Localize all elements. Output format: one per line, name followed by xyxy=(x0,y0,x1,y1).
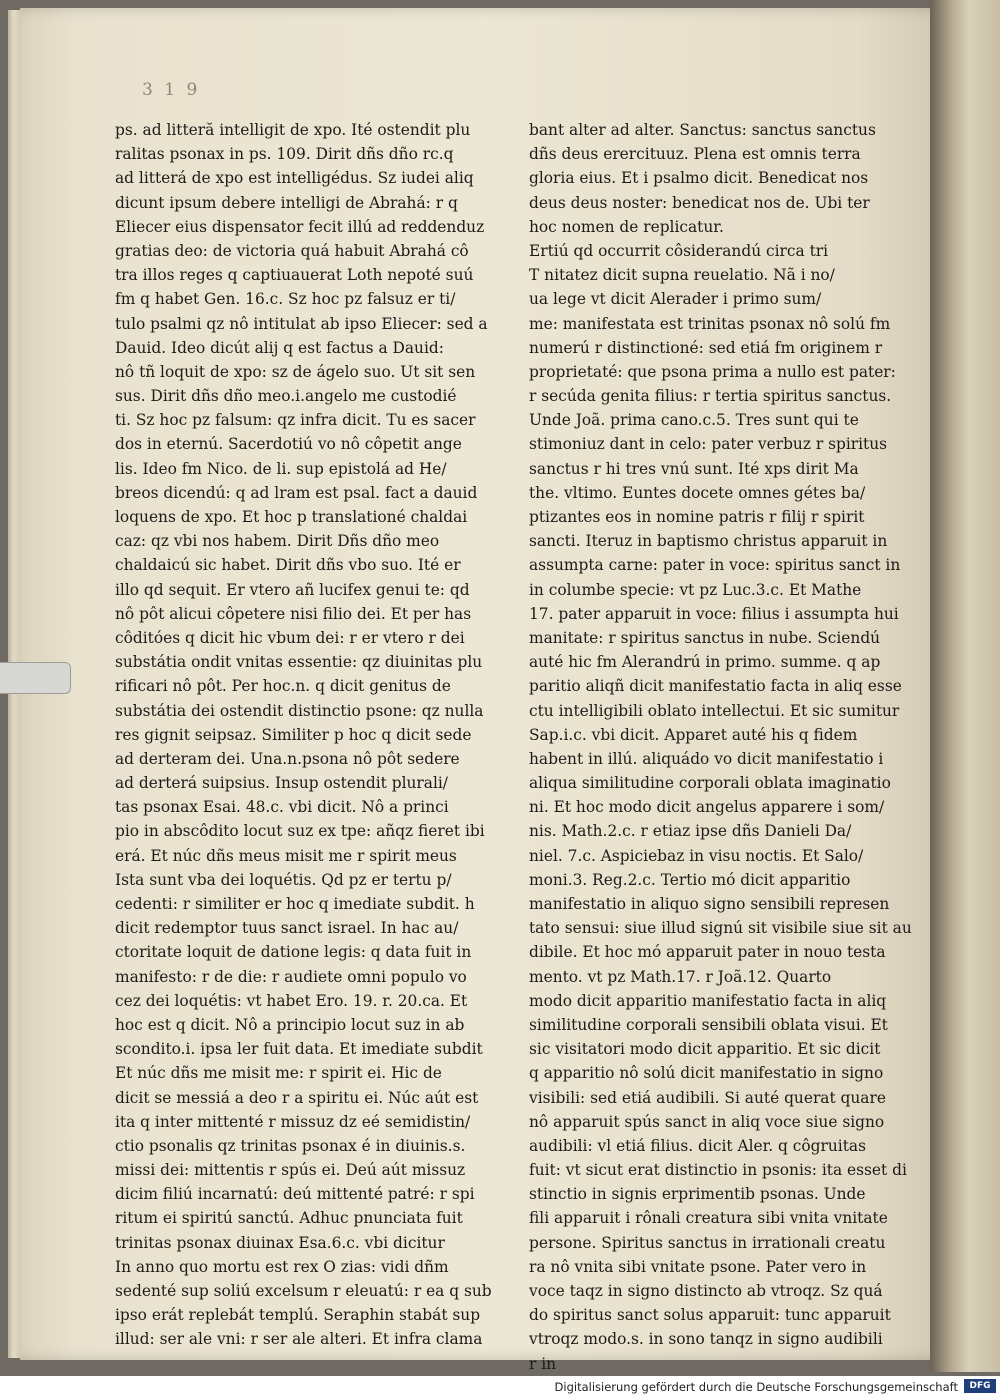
text-line: Sap.i.c. vbi dicit. Apparet auté his q fidem xyxy=(529,725,858,744)
text-line: lis. Ideo fm Nico. de li. sup epistolá ad He/ xyxy=(115,459,447,478)
text-line: habent in illú. aliquádo vo dicit manifestatio i xyxy=(529,749,884,768)
text-line: assumpta carne: pater in voce: spiritus sanct in xyxy=(529,556,901,575)
text-line: voce taqz in signo distincto ab vtroqz. Sz quá xyxy=(529,1282,883,1300)
text-line: rificari nô pôt. Per hoc.n. q dicit genitus de xyxy=(115,677,451,696)
text-line: Dauid. Ideo dicút alij q est factus a Dauid: xyxy=(115,338,444,357)
text-line: mento. vt pz Math.17. r Joã.12. Quarto xyxy=(529,967,832,986)
text-line: Ista sunt vba dei loquétis. Qd pz er tertu p/ xyxy=(115,870,452,889)
text-line: sancti. Iteruz in baptismo christus apparuit in xyxy=(529,532,888,551)
text-line: fm q habet Gen. 16.c. Sz hoc pz falsuz er ti/ xyxy=(115,290,456,309)
text-line: the. vltimo. Euntes docete omnes gétes ba/ xyxy=(529,483,866,502)
text-line: dicit se messiá a deo r a spiritu ei. Núc aút est xyxy=(115,1088,479,1107)
text-line: substátia dei ostendit distinctio psone: qz nulla xyxy=(115,701,484,720)
text-line: sanctus r hi tres vnú sunt. Ité xps dirit Ma xyxy=(529,459,859,478)
text-line: erá. Et núc dñs meus misit me r spirit meus xyxy=(115,846,457,865)
text-line: chaldaicú sic habet. Dirit dñs vbo suo. Ité er xyxy=(115,556,461,575)
text-line: dicunt ipsum debere intelligi de Abrahá: r q xyxy=(115,193,458,212)
text-line: niel. 7.c. Aspiciebaz in visu noctis. Et Salo/ xyxy=(529,846,864,865)
text-line: manifesto: r de die: r audiete omni populo vo xyxy=(115,967,467,986)
text-line: in columbe specie: vt pz Luc.3.c. Et Mathe xyxy=(529,580,862,599)
text-line: aliqua similitudine corporali oblata imaginatio xyxy=(529,774,891,793)
text-line: nô apparuit spús sanct in aliq voce siue signo xyxy=(529,1112,885,1131)
text-line: ipso erát replebát templú. Seraphin stabát sup xyxy=(115,1306,481,1325)
text-line: r in xyxy=(529,1354,557,1373)
text-line: ad derteram dei. Una.n.psona nô pôt sedere xyxy=(115,749,460,768)
digitization-credit: Digitalisierung gefördert durch die Deutsche Forschungsgemeinschaft xyxy=(554,1380,958,1394)
text-line: cedenti: r similiter er hoc q imediate subdit. h xyxy=(115,895,475,913)
text-line: ni. Et hoc modo dicit angelus apparere i som/ xyxy=(529,798,885,817)
text-line: missi dei: mittentis r spús ei. Deú aút missuz xyxy=(115,1161,466,1180)
text-line: modo dicit apparitio manifestatio facta in aliq xyxy=(529,991,887,1010)
text-line: ralitas psonax in ps. 109. Dirit dñs dño rc.q xyxy=(115,145,454,164)
text-line: manitate: r spiritus sanctus in nube. Sciendú xyxy=(529,628,881,647)
text-line: substátia ondit vnitas essentie: qz diuinitas plu xyxy=(115,653,483,672)
text-line: hoc est q dicit. Nô a principio locut suz in ab xyxy=(115,1015,465,1034)
text-line: nis. Math.2.c. r etiaz ipse dñs Danieli Da/ xyxy=(529,822,852,841)
text-line: illud: ser ale vni: r ser ale alteri. Et infra clama xyxy=(115,1330,483,1349)
text-line: trinitas psonax diuinax Esa.6.c. vbi dicitur xyxy=(115,1233,445,1252)
text-line: scondito.i. ipsa ler fuit data. Et imediate subdit xyxy=(115,1040,483,1059)
text-line: cez dei loquétis: vt habet Ero. 19. r. 20.ca. Et xyxy=(115,991,468,1010)
text-line: Ertiú qd occurrit côsiderandú circa tri xyxy=(529,241,829,260)
text-line: stinctio in signis erprimentib psonas. Unde xyxy=(529,1185,866,1204)
text-line: persone. Spiritus sanctus in irrationali creatu xyxy=(529,1233,886,1252)
dfg-logo: DFG xyxy=(964,1379,996,1393)
text-line: sic visitatori modo dicit apparitio. Et sic dicit xyxy=(529,1040,881,1059)
text-line: deus deus noster: benedicat nos de. Ubi ter xyxy=(529,193,870,212)
text-line: sedenté sup soliú excelsum r eleuatú: r ea q sub xyxy=(115,1282,492,1300)
text-line: tas psonax Esai. 48.c. vbi dicit. Nô a princi xyxy=(115,798,449,817)
text-line: do spiritus sanct solus apparuit: tunc apparuit xyxy=(529,1306,891,1325)
text-line: nô pôt alicui côpetere nisi filio dei. Et per has xyxy=(115,604,472,623)
text-line: stimoniuz dant in celo: pater verbuz r spiritus xyxy=(529,435,888,454)
text-line: ad derterá suipsius. Insup ostendit plurali/ xyxy=(115,774,448,793)
text-line: ra nô vnita sibi vnitate psone. Pater vero in xyxy=(529,1257,867,1276)
page-clip-marker xyxy=(0,662,71,694)
text-line: res gignit seipsaz. Similiter p hoc q dicit sede xyxy=(115,725,472,744)
text-line: ti. Sz hoc pz falsum: qz infra dicit. Tu es sacer xyxy=(115,411,476,430)
text-line: fuit: vt sicut erat distinctio in psonis: ita esset di xyxy=(529,1161,907,1180)
text-line: fili apparuit i rônali creatura sibi vnita vnitate xyxy=(529,1209,888,1228)
text-line: dicit redemptor tuus sanct israel. In hac au/ xyxy=(115,919,459,938)
text-line: In anno quo mortu est rex O zias: vidi dñm xyxy=(115,1257,449,1276)
text-line: moni.3. Reg.2.c. Tertio mó dicit apparitio xyxy=(529,870,851,889)
text-line: loquens de xpo. Et hoc p translationé chaldai xyxy=(115,508,468,526)
text-line: ita q inter mittenté r missuz dz eé semidistin/ xyxy=(115,1112,471,1131)
text-line: caz: qz vbi nos habem. Dirit Dñs dño meo xyxy=(115,532,440,551)
text-line: ps. ad litteră intelligit de xpo. Ité ostendit plu xyxy=(115,121,471,139)
text-line: tato sensui: siue illud signú sit visibile siue sit au xyxy=(529,919,912,938)
text-line: sus. Dirit dñs dño meo.i.angelo me custodié xyxy=(115,387,457,406)
text-line: proprietaté: que psona prima a nullo est pater: xyxy=(529,362,896,381)
text-line: paritio aliqñ dicit manifestatio facta in aliq esse xyxy=(529,677,902,696)
text-line: pio in abscôdito locut suz ex tpe: añqz fieret ibi xyxy=(115,822,485,841)
text-line: tulo psalmi qz nô intitulat ab ipso Eliecer: sed a xyxy=(115,314,488,333)
text-line: 17. pater apparuit in voce: filius i assumpta hui xyxy=(529,604,899,623)
text-line: côditóes q dicit hic vbum dei: r er vtero r dei xyxy=(115,628,465,647)
text-line: tra illos reges q captiuauerat Loth nepoté suú xyxy=(115,266,474,285)
text-line: illo qd sequit. Er vtero añ lucifex genui te: qd xyxy=(115,580,470,599)
text-line: r secúda genita filius: r tertia spiritus sanctus. xyxy=(529,387,892,406)
folio-number: 3 1 9 xyxy=(142,80,201,100)
text-line: visibili: sed etiá audibili. Si auté querat quare xyxy=(529,1088,886,1107)
text-line: dibile. Et hoc mó apparuit pater in nouo testa xyxy=(529,943,886,962)
text-line: ptizantes eos in nomine patris r filij r spirit xyxy=(529,508,865,526)
text-line: vtroqz modo.s. in sono tanqz in signo audibili xyxy=(529,1330,883,1349)
text-column-right xyxy=(529,118,927,1373)
text-line: similitudine corporali sensibili oblata visui. Et xyxy=(529,1015,888,1034)
text-line: gloria eius. Et i psalmo dicit. Benedicat nos xyxy=(529,169,869,188)
text-line: manifestatio in aliquo signo sensibili represen xyxy=(529,895,890,913)
text-line: ctoritate loquit de datione legis: q data fuit in xyxy=(115,943,472,962)
text-line: T nitatez dicit supna reuelatio. Nã i no/ xyxy=(529,266,835,285)
text-line: Et núc dñs me misit me: r spirit ei. Hic de xyxy=(115,1064,442,1083)
text-line: nô tñ loquit de xpo: sz de ágelo suo. Ut sit sen xyxy=(115,362,476,381)
text-line: dicim filiú incarnatú: deú mittenté patré: r spi xyxy=(115,1185,475,1204)
text-line: q apparitio nô solú dicit manifestatio in signo xyxy=(529,1064,884,1083)
text-column-left xyxy=(115,118,513,1349)
text-line: Eliecer eius dispensator fecit illú ad reddenduz xyxy=(115,217,485,236)
text-line: ctio psonalis qz trinitas psonax é in diuinis.s. xyxy=(115,1136,466,1155)
text-line: me: manifestata est trinitas psonax nô solú fm xyxy=(529,314,891,333)
text-line: dñs deus erercituuz. Plena est omnis terra xyxy=(529,145,861,164)
text-line: dos in eternú. Sacerdotiú vo nô côpetit ange xyxy=(115,435,462,454)
text-line: ctu intelligibili oblato intellectui. Et sic sumitur xyxy=(529,701,900,720)
text-line: auté hic fm Alerandrú in primo. summe. q ap xyxy=(529,653,881,672)
text-line: audibili: vl etiá filius. dicit Aler. q côgruitas xyxy=(529,1136,866,1155)
text-line: breos dicendú: q ad lram est psal. fact a dauid xyxy=(115,483,478,502)
text-line: gratias deo: de victoria quá habuit Abrahá cô xyxy=(115,241,469,260)
text-line: ritum ei spiritú sanctú. Adhuc pnunciata fuit xyxy=(115,1209,463,1228)
text-line: ad litterá de xpo est intelligédus. Sz iudei aliq xyxy=(115,169,474,188)
text-line: hoc nomen de replicatur. xyxy=(529,217,724,236)
text-line: Unde Joã. prima cano.c.5. Tres sunt qui te xyxy=(529,411,859,430)
text-line: bant alter ad alter. Sanctus: sanctus sanctus xyxy=(529,121,876,139)
text-line: ua lege vt dicit Alerader i primo sum/ xyxy=(529,290,822,309)
text-line: numerú r distinctioné: sed etiá fm originem r xyxy=(529,338,883,357)
facing-page-gutter xyxy=(930,0,1000,1372)
